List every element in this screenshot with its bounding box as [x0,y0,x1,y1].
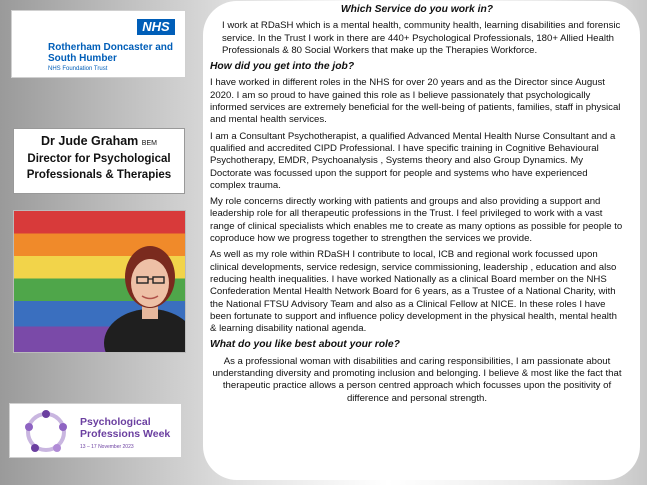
profile-text-panel [203,1,640,480]
trust-name: Rotherham Doncaster and South Humber [48,42,174,64]
profile-name-box [13,128,185,194]
answer-paragraph-4: As well as my role within RDaSH I contribute to local, ICB and regional work focussed upon clinical developments, service redesign, service commissioning, leadership , education and also reducing health inequalities. I have worked Nationally as a clinical Board member on the NHS Confederation Mental Health Network Board for 6 years, as a Trustee of a National Charity, with the National FTSU Advisory Team and also as a Clinical Fellow at NICE. In these roles I have been fortunate to support and influence policy development in the physical health, mental health & learning disability national agenda. [210,249,617,335]
profile-name: Dr Jude Graham [41,134,139,148]
answer-paragraph-2: I am a Consultant Psychotherapist, a qualified Advanced Mental Health Nurse Consultant and a qualified and accredited CIPD Professional. I have specific training in Cognitive Behavioural Psychotherapy, EMDR, Psychoanalysis , Systems theory and also Group Dynamics. My Doctorate was focussed upon the support for people and systems who have experienced complex trauma. [210,130,616,191]
ppw-title: Psychological Professions Week [80,416,171,440]
answer-paragraph-1: I have worked in different roles in the NHS for over 20 years and as the Director since August 2020. I am so proud to have gained this role as I believe passionately that psychologically informed services are extremely beneficial for the well-being of patients, families, staff in physical and mental health services. [210,77,621,126]
answer-like-best: As a professional woman with disabilities and caring responsibilities, I am passionate about understanding diversity and promoting inclusion and belonging. I believe & most like the fact that therapeutic practice allows a person centred approach which focusses upon the positivity of difference and personal strength. [212,355,622,404]
trust-logo [11,10,186,78]
psychological-professions-week-logo [9,403,182,458]
trust-subtitle: NHS Foundation Trust [48,66,108,72]
profile-honour: BEM [141,140,157,147]
answer-service: I work at RDaSH which is a mental health, community health, learning disabilities and forensic service. In the Trust I work in there are 440+ Psychological Professionals, 180+ Allied Health Professionals & 80 Social Workers that make up the Therapies Workforce. [222,20,621,56]
answer-paragraph-3: My role concerns directly working with patients and groups and also providing a support and leadership role for all therapeutic professions in the Trust. I feel privileged to work with a vast range of clinical specialists which enables me to create as many options as possible for people to coproduce how we progress together to strengthen the services we provide. [210,196,623,245]
people-circle-icon [16,407,76,457]
profile-name-line [14,134,184,151]
question-how-got-job: How did you get into the job? [210,61,355,73]
question-service: Which Service do you work in? [340,4,494,15]
nhs-badge: NHS [137,19,175,35]
profile-role: Director for Psychological Professionals & Therapies [26,153,172,181]
profile-photo-illustration [14,211,186,353]
profile-photo [13,210,186,353]
question-like-best: What do you like best about your role? [210,339,400,351]
ppw-dates: 13 – 17 November 2023 [80,444,134,450]
